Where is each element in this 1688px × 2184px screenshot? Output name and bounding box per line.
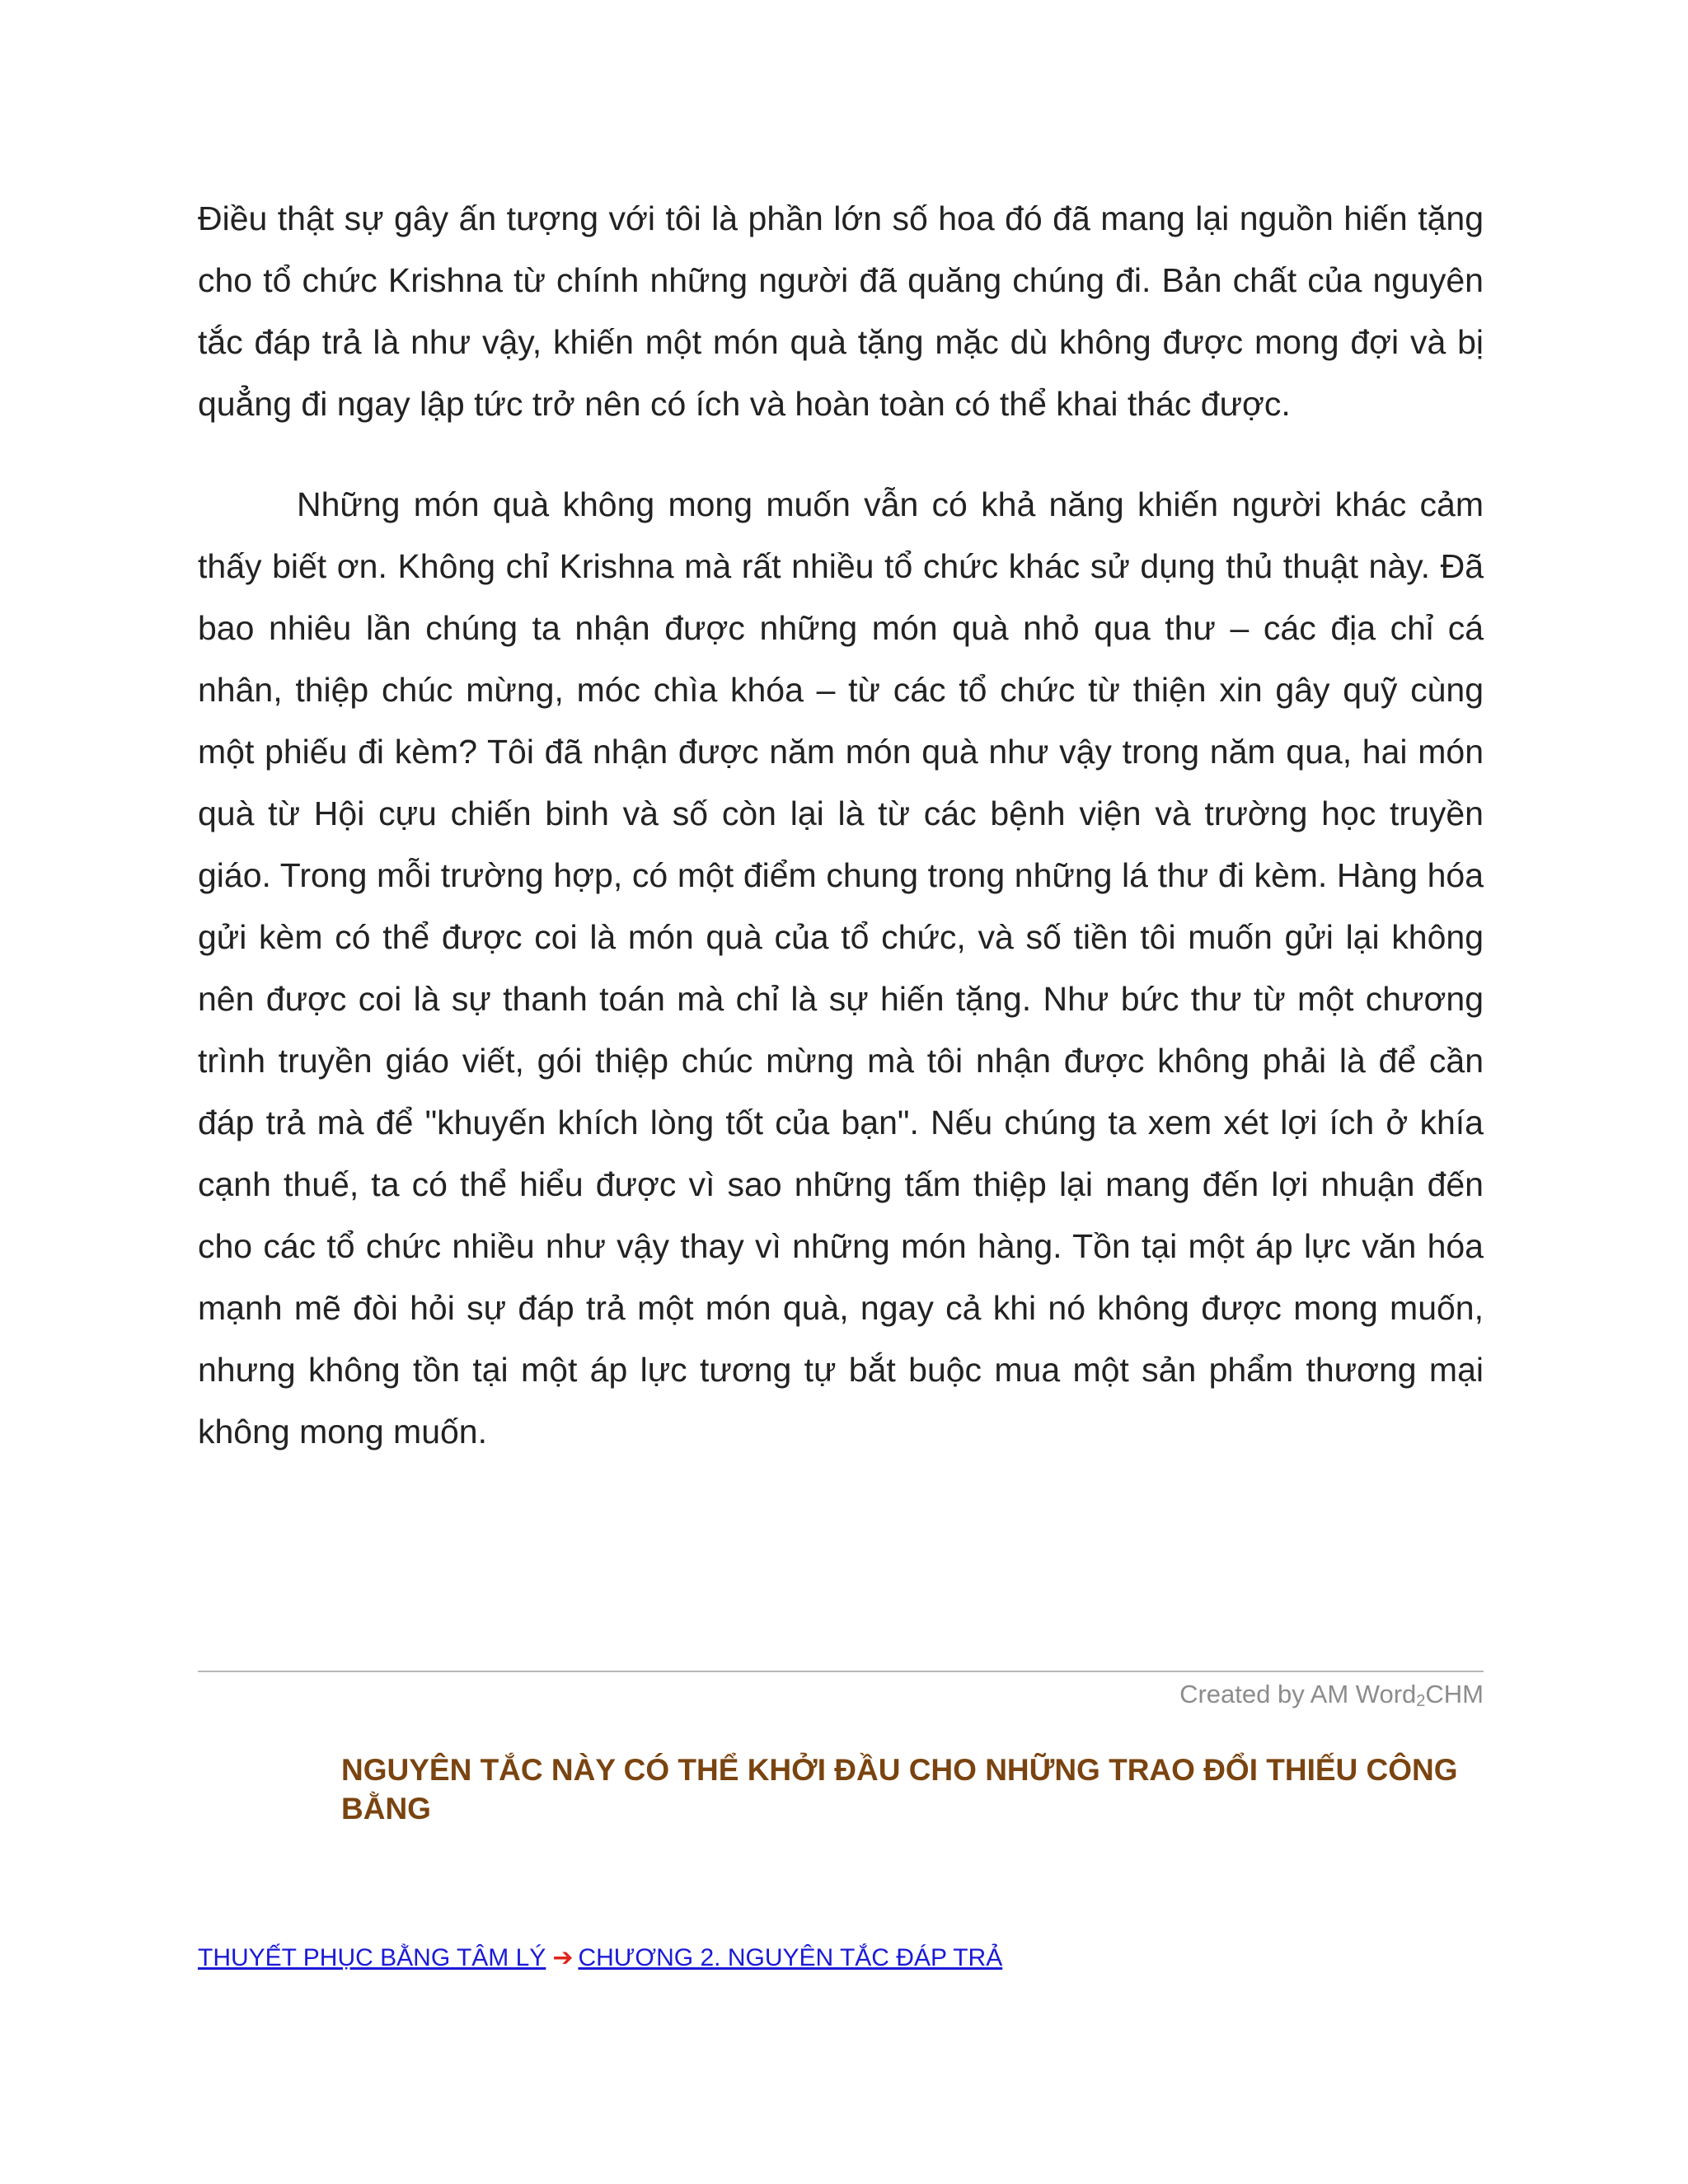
created-by-subscript: 2	[1416, 1692, 1426, 1710]
next-section-heading: NGUYÊN TẮC NÀY CÓ THỂ KHỞI ĐẦU CHO NHỮNG TRAO ĐỔI THIẾU CÔNG BẰNG	[341, 1753, 1458, 1825]
created-by-prefix: Created by AM Word	[1179, 1680, 1417, 1708]
created-by-credit	[1179, 1678, 1484, 1718]
breadcrumb-chapter-link[interactable]: CHƯƠNG 2. NGUYÊN TẮC ĐÁP TRẢ	[578, 1944, 1003, 1971]
footer-divider	[198, 1671, 1484, 1672]
paragraph: Điều thật sự gây ấn tượng với tôi là phần lớn số hoa đó đã mang lại nguồn hiến tặng cho tổ chức Krishna từ chính những người đã quăng chúng đi. Bản chất của nguyên tắc đáp trả là như vậy, khiến một món quà tặng mặc dù không được mong đợi và bị quẳng đi ngay lập tức trở nên có ích và hoàn toàn có thể khai thác được.	[198, 199, 1484, 423]
breadcrumb	[198, 1942, 1002, 1975]
article-body	[198, 188, 1484, 1463]
breadcrumb-book-link[interactable]: THUYẾT PHỤC BẰNG TÂM LÝ	[198, 1944, 546, 1971]
right-arrow-icon: ➔	[552, 1944, 574, 1971]
paragraph: Những món quà không mong muốn vẫn có khả năng khiến người khác cảm thấy biết ơn. Không chỉ Krishna mà rất nhiều tổ chức khác sử dụng thủ thuật này. Đã bao nhiêu lần chúng ta nhận được những món quà nhỏ qua thư – các địa chỉ cá nhân, thiệp chúc mừng, móc chìa khóa – từ các tổ chức từ thiện xin gây quỹ cùng một phiếu đi kèm? Tôi đã nhận được năm món quà như vậy trong năm qua, hai món quà từ Hội cựu chiến binh và số còn lại là từ các bệnh viện và trường học truyền giáo. Trong mỗi trường hợp, có một điểm chung trong những lá thư đi kèm. Hàng hóa gửi kèm có thể được coi là món quà của tổ chức, và số tiền tôi muốn gửi lại không nên được coi là sự thanh toán mà chỉ là sự hiến tặng. Như bức thư từ một chương trình truyền giáo viết, gói thiệp chúc mừng mà tôi nhận được không phải là để cần đáp trả mà để "khuyến khích lòng tốt của bạn". Nếu chúng ta xem xét lợi ích ở khía cạnh thuế, ta có thể hiểu được vì sao những tấm thiệp lại mang đến lợi nhuận đến cho các tổ chức nhiều như vậy thay vì những món hàng. Tồn tại một áp lực văn hóa mạnh mẽ đòi hỏi sự đáp trả một món quà, ngay cả khi nó không được mong muốn, nhưng không tồn tại một áp lực tương tự bắt buộc mua một sản phẩm thương mại không mong muốn.	[198, 485, 1484, 1451]
created-by-suffix: CHM	[1425, 1680, 1484, 1708]
